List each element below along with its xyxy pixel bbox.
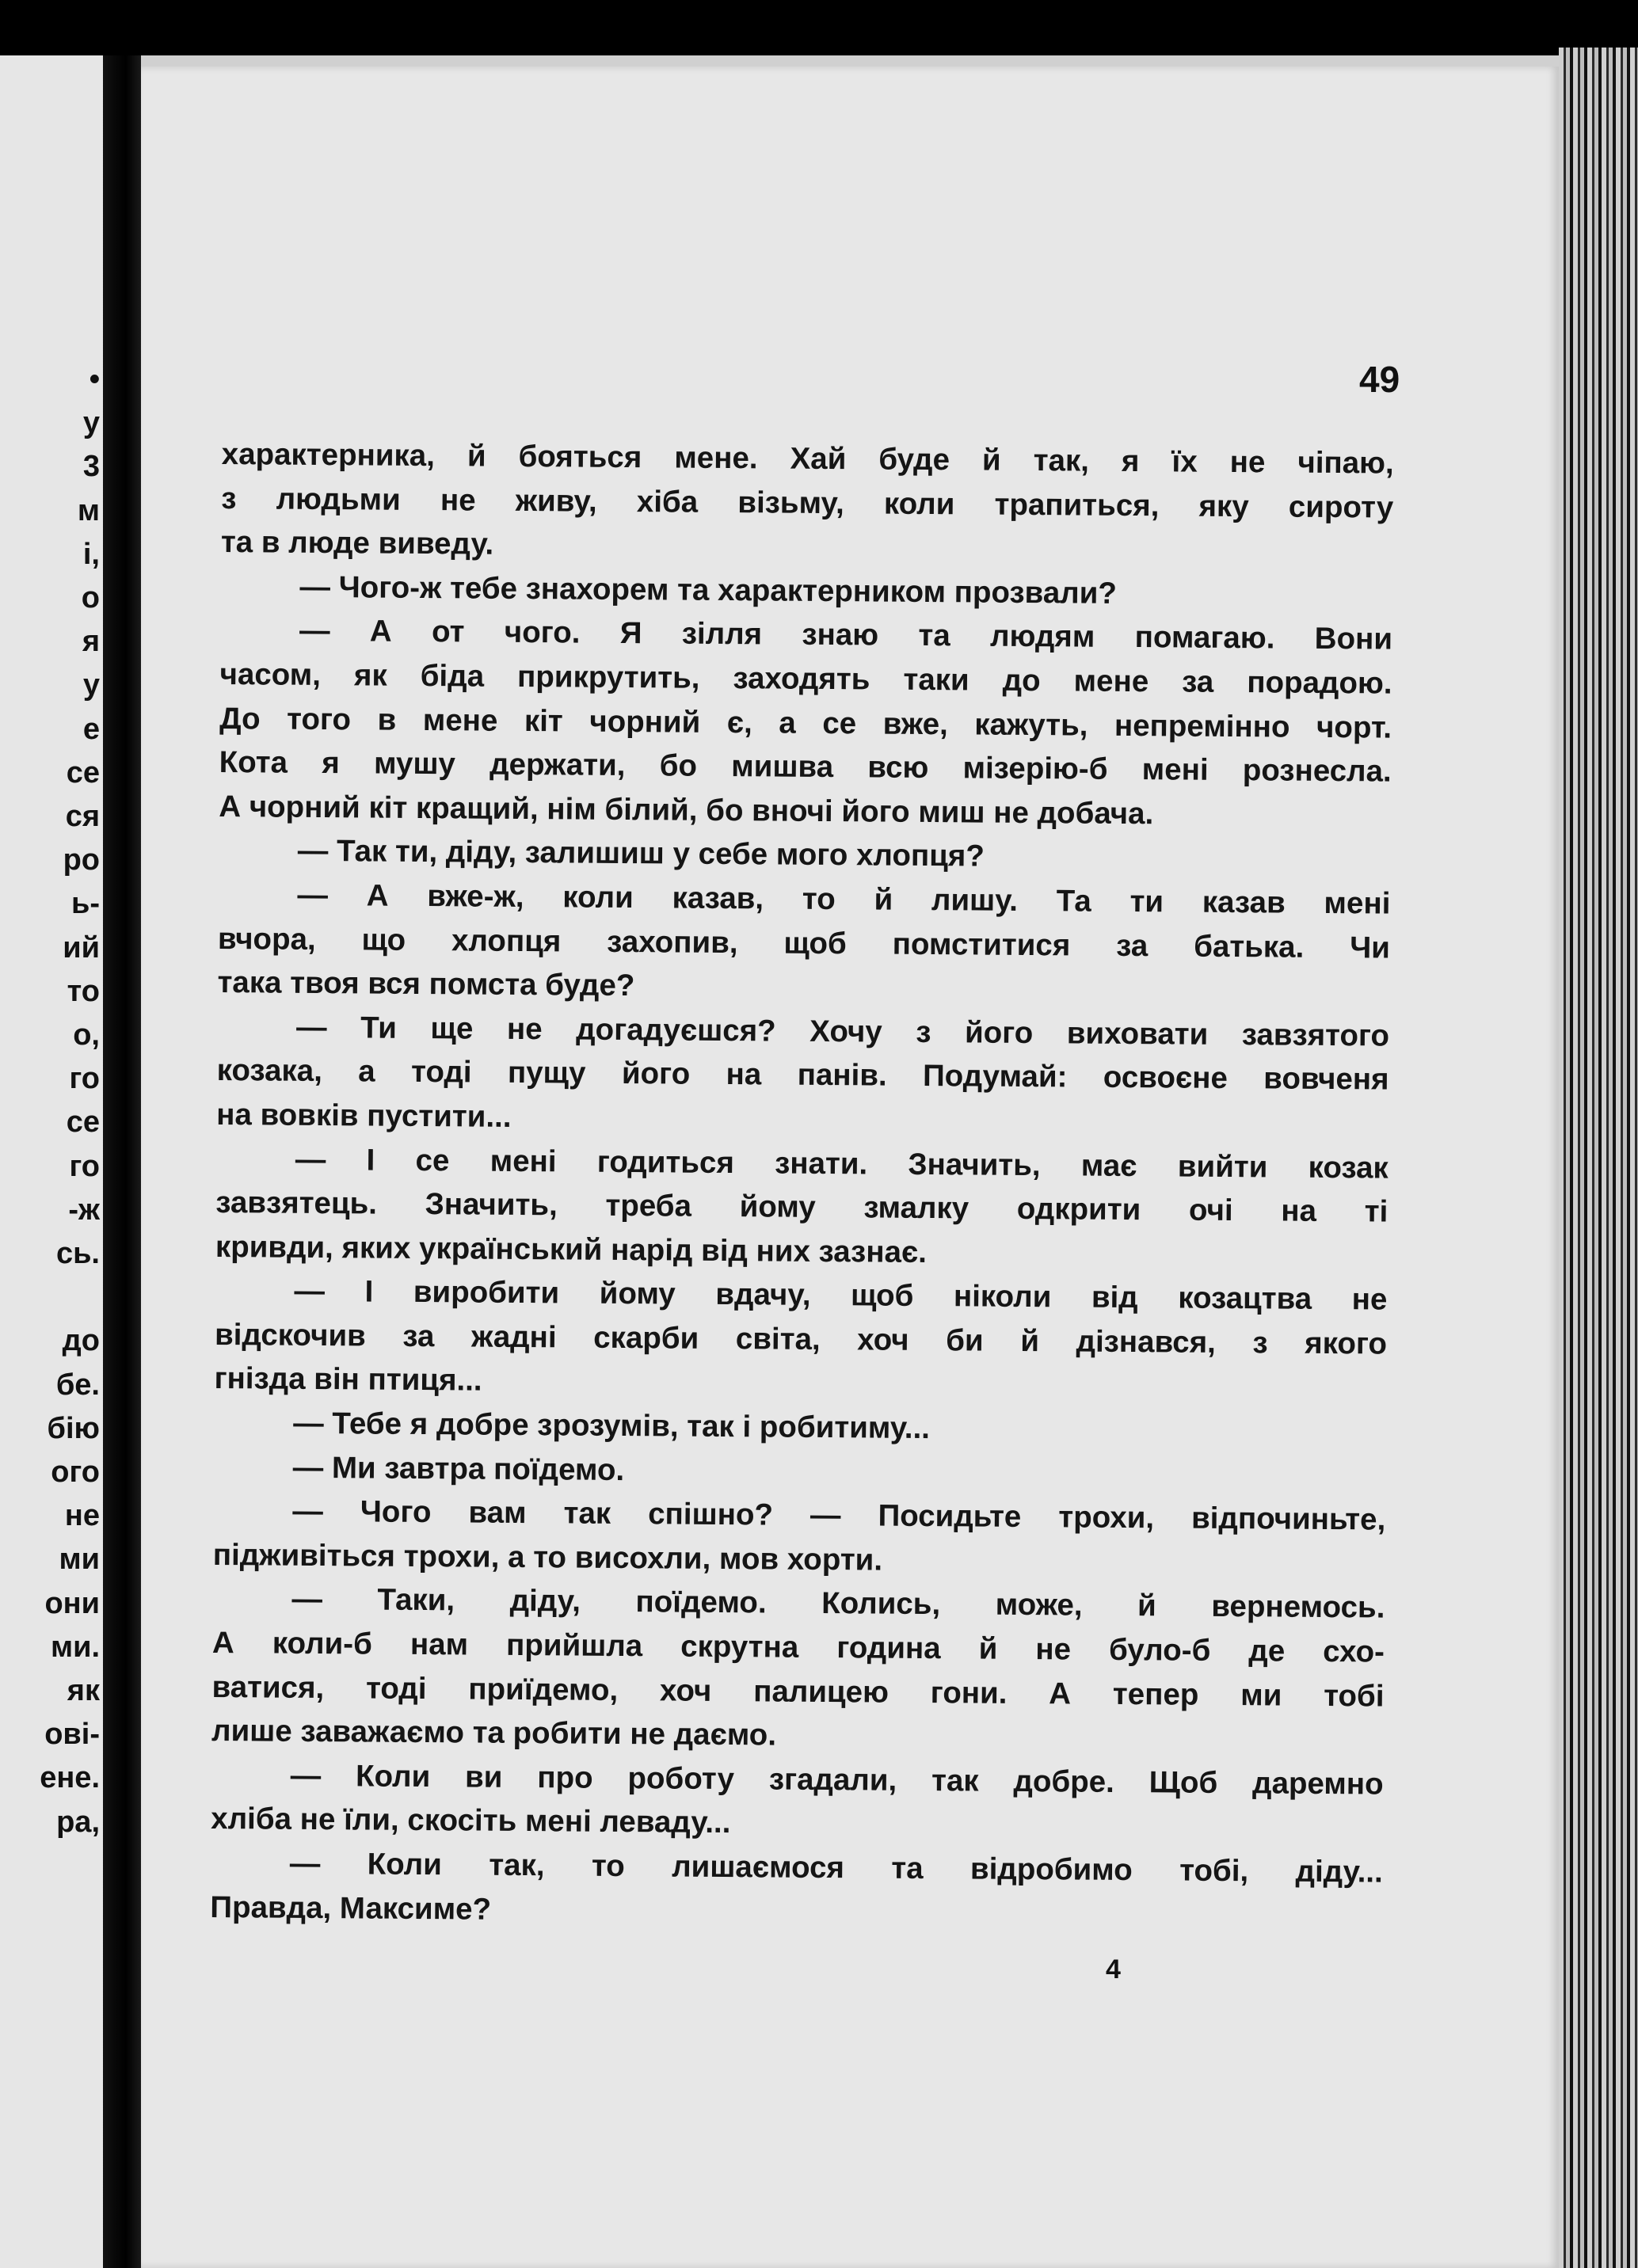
left-page-fragment: они xyxy=(44,1586,100,1620)
left-page-fragment: • xyxy=(89,363,100,396)
text-line: — Так ти, діду, залишиш у себе мого хлопця? xyxy=(297,834,985,873)
left-page-fragment: o xyxy=(81,581,100,615)
text-line: Кота я мушу держати, бо мишва всю мізерію-б мені рознесла. xyxy=(219,745,1392,789)
text-line: часом, як біда прикрутить, заходять таки до мене за порадою. xyxy=(219,656,1392,701)
book-page xyxy=(141,67,1559,2268)
left-page-fragment: го xyxy=(69,1149,100,1183)
text-line: хліба не їли, скосіть мені леваду... xyxy=(211,1802,731,1840)
text-line: До того в мене кіт чорний є, а се вже, кажуть, непремінно чорт. xyxy=(219,701,1392,745)
text-line: підживіться трохи, а то висохли, мов хорти. xyxy=(212,1537,883,1577)
text-line: — Коли ви про роботу згадали, так добре. Щоб даремно xyxy=(290,1758,1384,1802)
left-page-fragment: сь. xyxy=(55,1237,100,1270)
body-text xyxy=(210,432,1394,1939)
text-line: — А от чого. Я зілля знаю та людям помагаю. Вони xyxy=(299,614,1393,656)
left-page-fragment: не xyxy=(64,1499,100,1533)
text-line: ватися, тоді приїдемо, хоч палицею гони. А тепер ми тобі xyxy=(211,1669,1385,1714)
text-line: вчора, що хлопця захопив, щоб помститися за батька. Чи xyxy=(217,921,1391,965)
left-page-fragment: бе. xyxy=(55,1368,100,1402)
left-page-fragment: y xyxy=(82,668,100,702)
left-page-fragment: ся xyxy=(65,800,100,833)
left-page-fragment: ий xyxy=(63,930,100,965)
left-page-fragment: ми xyxy=(59,1543,100,1577)
left-page-fragment: о, xyxy=(73,1018,100,1052)
text-line: — Ти ще не догадуєшся? Хочу з його виховати завзятого xyxy=(295,1010,1390,1053)
left-page-fragment: ми. xyxy=(50,1630,100,1664)
text-line: на вовків пустити... xyxy=(216,1097,512,1134)
left-page-fragment: ові- xyxy=(44,1718,100,1752)
left-page-fragment: 3 xyxy=(82,450,100,484)
text-line: така твоя вся помста буде? xyxy=(217,965,635,1003)
left-page-fragment: ене. xyxy=(40,1761,100,1795)
text-line: кривди, яких український нарід від них зазнає. xyxy=(215,1229,928,1269)
text-line: лише заважаємо та робити не даємо. xyxy=(211,1714,777,1752)
text-line: — Тебе я добре зрозумів, так і робитиму... xyxy=(293,1406,931,1446)
left-page-fragment: я xyxy=(82,625,100,659)
text-line: А коли-б нам прийшла скрутна година й не було-б де схо- xyxy=(211,1625,1385,1669)
text-line: та в люде виведу. xyxy=(220,525,494,561)
left-page-fragment: то xyxy=(67,974,100,1008)
text-line: А чорний кіт кращий, нім білий, бо вночі його миш не добача. xyxy=(219,789,1154,831)
left-page-strip xyxy=(0,55,103,2268)
left-page-fragment: бію xyxy=(47,1411,100,1445)
text-line: з людьми не живу, хіба візьму, коли трапиться, яку сироту xyxy=(221,481,1394,525)
left-page-fragment: -ж xyxy=(68,1193,100,1227)
text-line: характерника, й бояться мене. Хай буде й так, я їх не чіпаю, xyxy=(221,436,1394,481)
text-line: — А вже-ж, коли казав, то й лишу. Та ти казав мені xyxy=(297,877,1391,921)
text-line: — Таки, діду, поїдемо. Колись, може, й вернемось. xyxy=(291,1582,1385,1626)
text-line: — Чого-ж тебе знахорем та характерником прозвали? xyxy=(299,569,1118,611)
text-line: Правда, Максиме? xyxy=(210,1889,492,1927)
text-line: гнізда він птиця... xyxy=(214,1361,482,1398)
text-line: завзятець. Значить, треба йому змалку одкрити очі на ті xyxy=(215,1185,1388,1229)
text-line: — І виробити йому вдачу, щоб ніколи від козацтва не xyxy=(294,1274,1388,1317)
text-line: — І се мені годиться знати. Значить, має вийти козак xyxy=(295,1142,1388,1185)
signature-mark: 4 xyxy=(1106,1954,1121,1984)
left-page-fragment: м xyxy=(77,493,100,527)
left-page-fragment: до xyxy=(62,1324,100,1358)
left-page-fragment: ого xyxy=(51,1456,100,1489)
page-edges-stack xyxy=(1559,48,1638,2268)
left-page-fragment: е xyxy=(82,712,100,746)
page-number: 49 xyxy=(1359,359,1400,400)
left-page-fragment: як xyxy=(67,1674,100,1707)
text-line: — Ми завтра поїдемо. xyxy=(292,1450,625,1487)
left-page-fragment: ь- xyxy=(70,887,100,921)
left-page-fragment: се xyxy=(66,1105,100,1140)
left-page-fragment: се xyxy=(66,755,100,790)
text-line: козака, а тоді пущу його на панів. Подумай: освоєне вовченя xyxy=(216,1053,1389,1097)
left-page-fragment: ра, xyxy=(56,1805,100,1839)
book-gutter xyxy=(103,55,141,2268)
left-page-fragment: y xyxy=(82,406,100,440)
text-line: — Чого вам так спішно? — Посидьте трохи, відпочиньте, xyxy=(292,1494,1386,1537)
left-page-fragment: і, xyxy=(82,537,100,571)
left-page-fragment: ро xyxy=(63,843,100,877)
text-line: відскочив за жадні скарби світа, хоч би й дізнався, з якого xyxy=(214,1317,1388,1361)
left-page-fragment: го xyxy=(69,1062,100,1096)
text-line: — Коли так, то лишаємося та відробимо тобі, діду... xyxy=(289,1846,1383,1889)
